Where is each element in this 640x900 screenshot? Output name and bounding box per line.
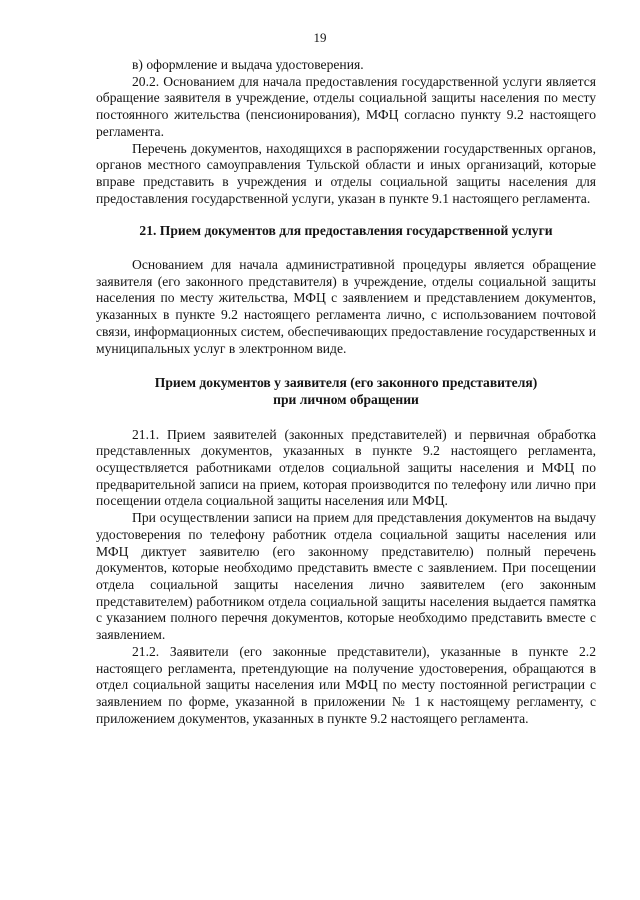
subsection-heading-line-1: Прием документов у заявителя (его законного представителя) [154,375,538,391]
section-heading-21: 21. Прием документов для предоставления государственной услуги [139,223,553,239]
paragraph-21-1: 21.1. Прием заявителей (законных представителей) и первичная обработка представленных документов, указанных в пункте 9.2 настоящего регламента, осуществляется работниками отделов социальной защиты населения и МФЦ по предварительной записи на прием, которая производится по телефону или лично при посещении отдела социальной защиты населения или МФЦ. [96,426,596,509]
page-number: 19 [313,30,327,45]
paragraph-20-2: 20.2. Основанием для начала предоставления государственной услуги является обращение заявителя в учреждение, отделы социальной защиты населения по месту постоянного жительства (пенсионирования), МФЦ согласно пункту 9.2 настоящего регламента. [96,73,596,139]
paragraph-appointment: При осуществлении записи на прием для представления документов на выдачу удостоверения по телефону работник отдела социальной защиты населения или МФЦ диктует заявителю (его законному представителю) полный перечень документов, которые необходимо представить вместе с заявлением. При посещении отдела социальной защиты населения лично заявителем (его законным представителем) работником отдела социальной защиты населения выдается памятка с указанием полного перечня документов, которые необходимо представить вместе с заявлением. [96,510,596,643]
paragraph-21-2: 21.2. Заявители (его законные представители), указанные в пункте 2.2 настоящего регламента, претендующие на получение удостоверения, обращаются в отдел социальной защиты населения или МФЦ по месту постоянной регистрации с заявлением по форме, указанной в приложении № 1 к настоящему регламенту, с приложением документов, указанных в пункте 9.2 настоящего регламента. [96,643,596,726]
subsection-heading-line-2: при личном обращении [273,391,419,407]
document-body [96,57,596,727]
paragraph-section-21-basis: Основанием для начала административной процедуры является обращение заявителя (его законного представителя) в учреждение, отделы социальной защиты населения по месту жительства, МФЦ с заявлением и представлением документов, указанных в пункте 9.2 настоящего регламента лично, с использованием почтовой связи, информационных систем, обеспечивающих предоставление государственных и муниципальных услуг в электронном виде. [96,257,596,356]
paragraph-item-v: в) оформление и выдача удостоверения. [132,57,364,72]
paragraph-documents-list: Перечень документов, находящихся в распоряжении государственных органов, органов местного самоуправления Тульской области и иных организаций, которые вправе представить в учреждения и отделы социальной защиты населения для предоставления государственной услуги, указан в пункте 9.1 настоящего регламента. [96,140,596,206]
